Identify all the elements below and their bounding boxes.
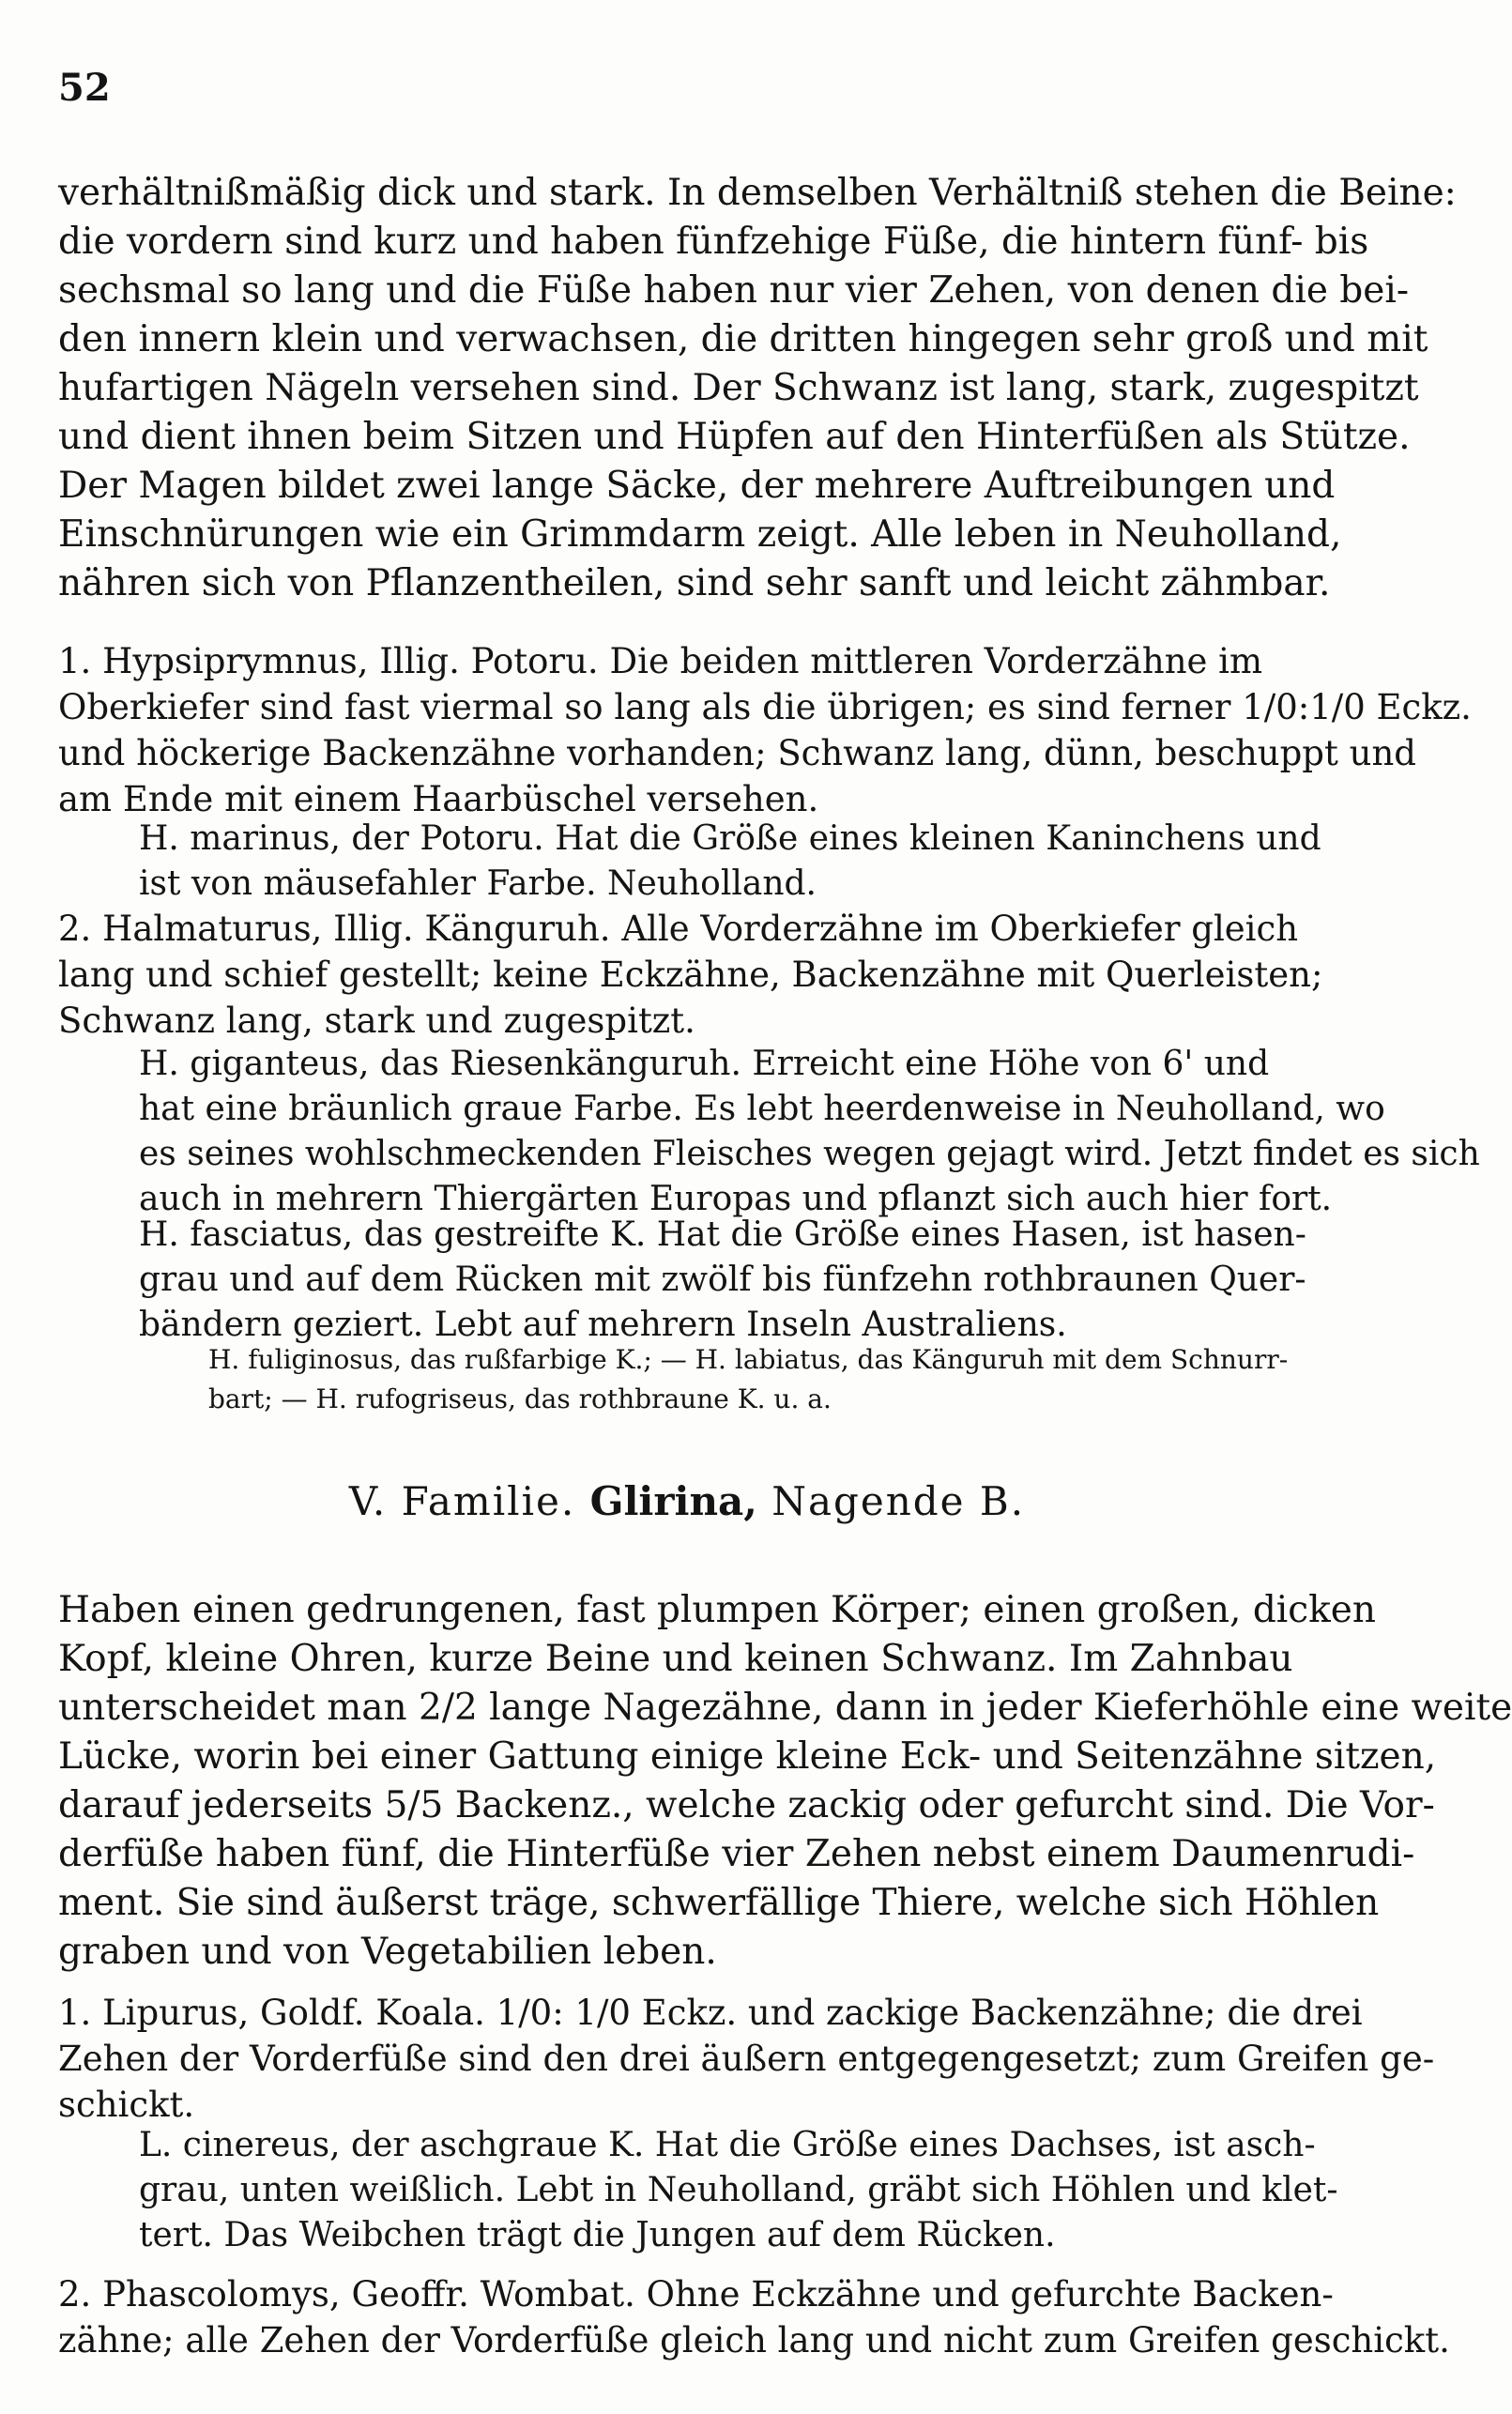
text-line: Schwanz lang, stark und zugespitzt.	[58, 1001, 695, 1041]
text-line: hat eine bräunlich graue Farbe. Es lebt heerdenweise in Neuholland, wo	[139, 1090, 1385, 1128]
text-line: H. fasciatus, das gestreifte K. Hat die Größe eines Hasen, ist hasen-	[139, 1215, 1306, 1254]
text-line: und höckerige Backenzähne vorhanden; Schwanz lang, dünn, beschuppt und	[58, 733, 1416, 773]
text-line: 1. Lipurus, Goldf. Koala. 1/0: 1/0 Eckz. und zackige Backenzähne; die drei	[58, 1993, 1363, 2033]
text-line: sechsmal so lang und die Füße haben nur vier Zehen, von denen die bei-	[58, 269, 1410, 312]
genus-entry-phascolomys	[58, 2271, 1450, 2363]
species-entry-giganteus	[139, 1042, 1480, 1222]
family-description	[58, 1586, 1512, 1977]
text-line: Lücke, worin bei einer Gattung einige kleine Eck- und Seitenzähne sitzen,	[58, 1735, 1437, 1778]
text-line: hufartigen Nägeln versehen sind. Der Schwanz ist lang, stark, zugespitzt	[58, 367, 1419, 409]
text-line: Der Magen bildet zwei lange Säcke, der mehrere Auftreibungen und	[58, 465, 1336, 507]
text-line: bart; — H. rufogriseus, das rothbraune K. u. a.	[208, 1383, 832, 1414]
text-line: tert. Das Weibchen trägt die Jungen auf dem Rücken.	[139, 2216, 1056, 2254]
text-line: nähren sich von Pflanzentheilen, sind sehr sanft und leicht zähmbar.	[58, 562, 1331, 604]
text-line: ist von mäusefahler Farbe. Neuholland.	[139, 864, 817, 903]
text-line: Zehen der Vorderfüße sind den drei äußern entgegengesetzt; zum Greifen ge-	[58, 2039, 1435, 2079]
text-line: grau und auf dem Rücken mit zwölf bis fünfzehn rothbraunen Quer-	[139, 1260, 1306, 1299]
text-line: H. giganteus, das Riesenkänguruh. Erreicht eine Höhe von 6' und	[139, 1045, 1270, 1083]
text-line: auch in mehrern Thiergärten Europas und pflanzt sich auch hier fort.	[139, 1180, 1333, 1218]
family-heading-name: Glirina,	[589, 1478, 757, 1524]
text-line: lang und schief gestellt; keine Eckzähne, Backenzähne mit Querleisten;	[58, 955, 1323, 995]
text-line: verhältnißmäßig dick und stark. In demselben Verhältniß stehen die Beine:	[58, 172, 1457, 214]
text-line: ment. Sie sind äußerst träge, schwerfällige Thiere, welche sich Höhlen	[58, 1882, 1380, 1924]
text-line: schickt.	[58, 2085, 195, 2125]
text-line: Haben einen gedrungenen, fast plumpen Körper; einen großen, dicken	[58, 1589, 1376, 1631]
text-line: H. fuliginosus, das rußfarbige K.; — H. labiatus, das Känguruh mit dem Schnurr-	[208, 1344, 1289, 1375]
text-line: und dient ihnen beim Sitzen und Hüpfen auf den Hinterfüßen als Stütze.	[58, 416, 1411, 458]
page-number: 52	[58, 66, 111, 110]
family-heading-prefix: V. Familie.	[348, 1478, 576, 1524]
text-line: 2. Phascolomys, Geoffr. Wombat. Ohne Eckzähne und gefurchte Backen-	[58, 2274, 1334, 2315]
text-line: Kopf, kleine Ohren, kurze Beine und keinen Schwanz. Im Zahnbau	[58, 1638, 1293, 1680]
family-heading-suffix: Nagende B.	[771, 1478, 1026, 1524]
species-entry-fasciatus	[139, 1213, 1346, 1348]
species-entry-cinereus	[139, 2123, 1346, 2258]
text-line: graben und von Vegetabilien leben.	[58, 1931, 717, 1973]
text-line: den innern klein und verwachsen, die dritten hingegen sehr groß und mit	[58, 318, 1428, 360]
text-line: darauf jederseits 5/5 Backenz., welche zackig oder gefurcht sind. Die Vor-	[58, 1784, 1435, 1826]
text-line: derfüße haben fünf, die Hinterfüße vier Zehen nebst einem Daumenrudi-	[58, 1833, 1415, 1875]
text-line: grau, unten weißlich. Lebt in Neuholland, gräbt sich Höhlen und klet-	[139, 2171, 1338, 2209]
text-line: zähne; alle Zehen der Vorderfüße gleich lang und nicht zum Greifen geschickt.	[58, 2320, 1450, 2361]
family-heading	[0, 1474, 1374, 1530]
text-line: 1. Hypsiprymnus, Illig. Potoru. Die beiden mittleren Vorderzähne im	[58, 641, 1263, 681]
intro-paragraph	[58, 169, 1457, 608]
footnote-other-species	[208, 1340, 1346, 1419]
genus-entry-halmaturus	[58, 906, 1346, 1044]
species-entry-marinus	[139, 817, 1346, 907]
text-line: 2. Halmaturus, Illig. Känguruh. Alle Vorderzähne im Oberkiefer gleich	[58, 909, 1299, 949]
text-line: bändern geziert. Lebt auf mehrern Inseln Australiens.	[139, 1306, 1067, 1344]
text-line: L. cinereus, der aschgraue K. Hat die Größe eines Dachses, ist asch-	[139, 2126, 1316, 2164]
text-line: Einschnürungen wie ein Grimmdarm zeigt. Alle leben in Neuholland,	[58, 513, 1342, 556]
text-line: es seines wohlschmeckenden Fleisches wegen gejagt wird. Jetzt findet es sich	[139, 1135, 1480, 1173]
genus-entry-lipurus	[58, 1990, 1435, 2128]
text-line: H. marinus, der Potoru. Hat die Größe eines kleinen Kaninchens und	[139, 819, 1321, 858]
text-line: unterscheidet man 2/2 lange Nagezähne, dann in jeder Kieferhöhle eine weite	[58, 1687, 1512, 1729]
genus-entry-hypsiprymnus	[58, 638, 1472, 822]
text-line: Oberkiefer sind fast viermal so lang als die übrigen; es sind ferner 1/0:1/0 Eckz.	[58, 687, 1472, 727]
text-line: die vordern sind kurz und haben fünfzehige Füße, die hintern fünf- bis	[58, 221, 1369, 263]
text-line: am Ende mit einem Haarbüschel versehen.	[58, 779, 819, 819]
